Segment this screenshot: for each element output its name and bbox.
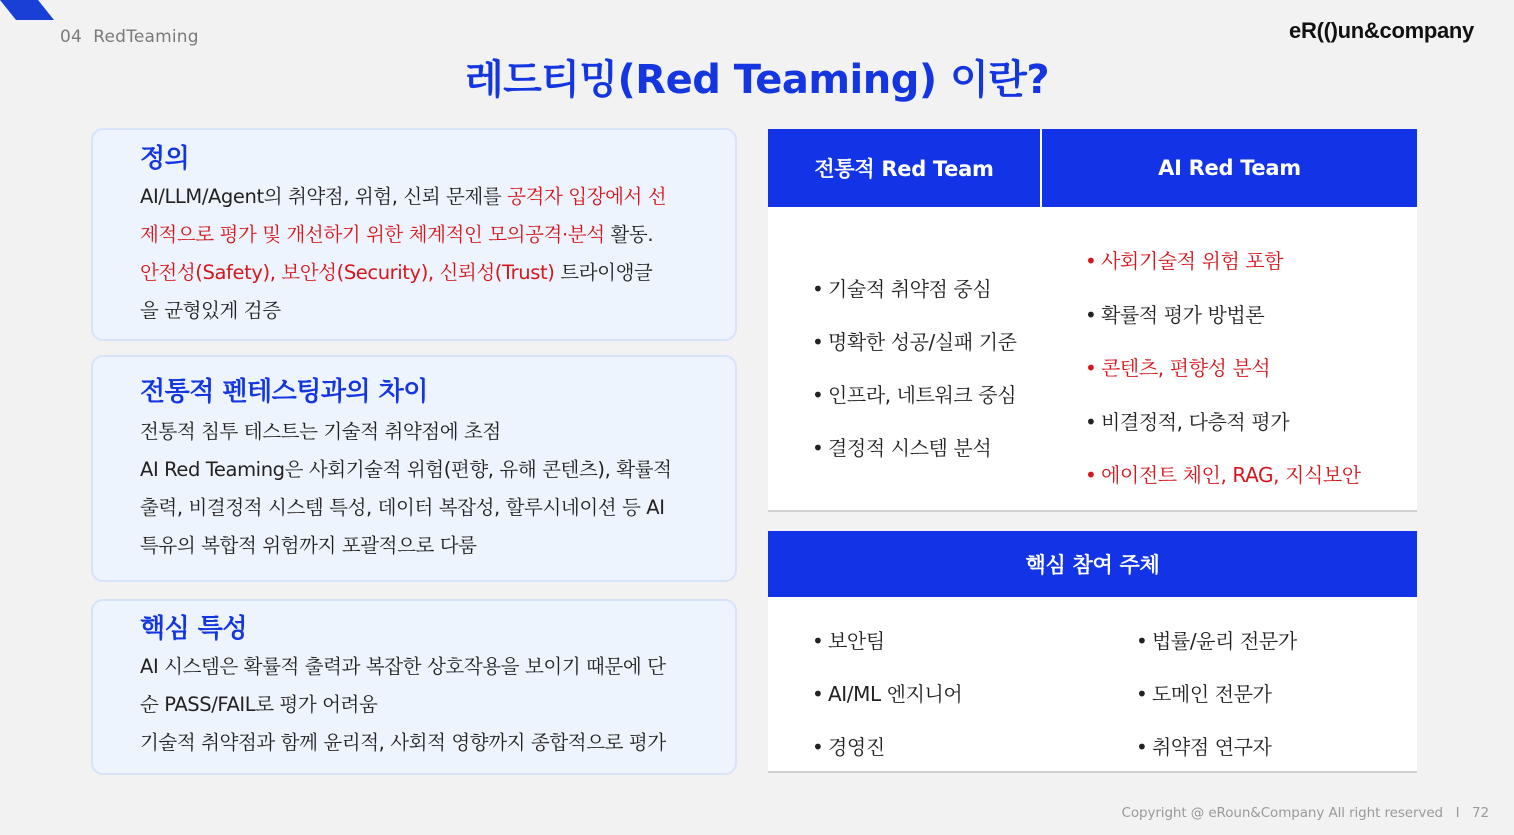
body-text: 활동. bbox=[604, 223, 654, 246]
participants-left-list bbox=[812, 627, 962, 786]
body-text: AI/LLM/Agent의 취약점, 위험, 신뢰 문제를 bbox=[140, 185, 508, 208]
card-body bbox=[140, 648, 695, 762]
list-item: • 비결정적, 다층적 평가 bbox=[1085, 408, 1361, 462]
participant-item: • 경영진 bbox=[812, 733, 962, 786]
card-heading: 전통적 펜테스팅과의 차이 bbox=[140, 377, 428, 407]
body-text: 트라이앵글 bbox=[554, 261, 653, 284]
body-text: 기술적 취약점과 함께 윤리적, 사회적 영향까지 종합적으로 평가 bbox=[140, 731, 666, 754]
corner-accent-shape bbox=[0, 0, 54, 20]
card-line bbox=[140, 489, 695, 527]
card-line bbox=[140, 254, 695, 292]
list-item: • 콘텐츠, 편향성 분석 bbox=[1085, 354, 1361, 408]
card-body bbox=[140, 413, 695, 565]
key-feature-card bbox=[91, 599, 737, 775]
company-logo: eR(()un&company bbox=[1289, 18, 1474, 43]
difference-card bbox=[91, 355, 737, 582]
list-item: • 결정적 시스템 분석 bbox=[812, 434, 1017, 487]
body-text: AI Red Teaming은 사회기술적 위험(편향, 유해 콘텐츠), 확률적 bbox=[140, 458, 672, 481]
body-text: 순 PASS/FAIL로 평가 어려움 bbox=[140, 693, 378, 716]
footer-copyright: Copyright @ eRoun&Company All right reserved I 72 bbox=[1121, 805, 1489, 821]
card-line bbox=[140, 413, 695, 451]
body-text: AI 시스템은 확률적 출력과 복잡한 상호작용을 보이기 때문에 단 bbox=[140, 655, 666, 678]
header-ai-red-team: AI Red Team bbox=[1042, 129, 1417, 207]
ai-list bbox=[1085, 247, 1361, 515]
participants-right-list bbox=[1136, 627, 1297, 786]
card-line bbox=[140, 178, 695, 216]
header-traditional-red-team: 전통적 Red Team bbox=[768, 129, 1040, 207]
card-line bbox=[140, 724, 695, 762]
list-item: • 기술적 취약점 중심 bbox=[812, 275, 1017, 328]
participant-item: • 도메인 전문가 bbox=[1136, 680, 1297, 733]
participants-panel bbox=[768, 531, 1417, 773]
list-item: • 명확한 성공/실패 기준 bbox=[812, 328, 1017, 381]
page-title: 레드티밍(Red Teaming) 이란? bbox=[464, 57, 1050, 103]
body-text: 을 균형있게 검증 bbox=[140, 299, 281, 322]
highlight-text: 안전성(Safety), 보안성(Security), 신뢰성(Trust) bbox=[140, 261, 555, 284]
section-label: 04 RedTeaming bbox=[60, 27, 199, 47]
card-line bbox=[140, 216, 695, 254]
card-line bbox=[140, 292, 695, 330]
participant-item: • 법률/윤리 전문가 bbox=[1136, 627, 1297, 680]
list-item: • 사회기술적 위험 포함 bbox=[1085, 247, 1361, 301]
card-line bbox=[140, 686, 695, 724]
list-item: • 에이전트 체인, RAG, 지식보안 bbox=[1085, 461, 1361, 515]
list-item: • 확률적 평가 방법론 bbox=[1085, 301, 1361, 355]
highlight-text: 공격자 입장에서 선 bbox=[507, 185, 667, 208]
card-line bbox=[140, 451, 695, 489]
card-line bbox=[140, 648, 695, 686]
participants-heading: 핵심 참여 주체 bbox=[768, 531, 1417, 597]
traditional-list bbox=[812, 275, 1017, 487]
card-heading: 핵심 특성 bbox=[140, 614, 248, 644]
highlight-text: 제적으로 평가 및 개선하기 위한 체계적인 모의공격·분석 bbox=[140, 223, 605, 246]
participant-item: • 취약점 연구자 bbox=[1136, 733, 1297, 786]
card-body bbox=[140, 178, 695, 330]
body-text: 특유의 복합적 위험까지 포괄적으로 다룸 bbox=[140, 534, 477, 557]
participant-item: • AI/ML 엔지니어 bbox=[812, 680, 962, 733]
card-heading: 정의 bbox=[140, 144, 190, 174]
definition-card bbox=[91, 128, 737, 341]
body-text: 전통적 침투 테스트는 기술적 취약점에 초점 bbox=[140, 420, 501, 443]
body-text: 출력, 비결정적 시스템 특성, 데이터 복잡성, 할루시네이션 등 AI bbox=[140, 496, 665, 519]
card-line bbox=[140, 527, 695, 565]
list-item: • 인프라, 네트워크 중심 bbox=[812, 381, 1017, 434]
comparison-table bbox=[768, 129, 1417, 512]
participant-item: • 보안팀 bbox=[812, 627, 962, 680]
